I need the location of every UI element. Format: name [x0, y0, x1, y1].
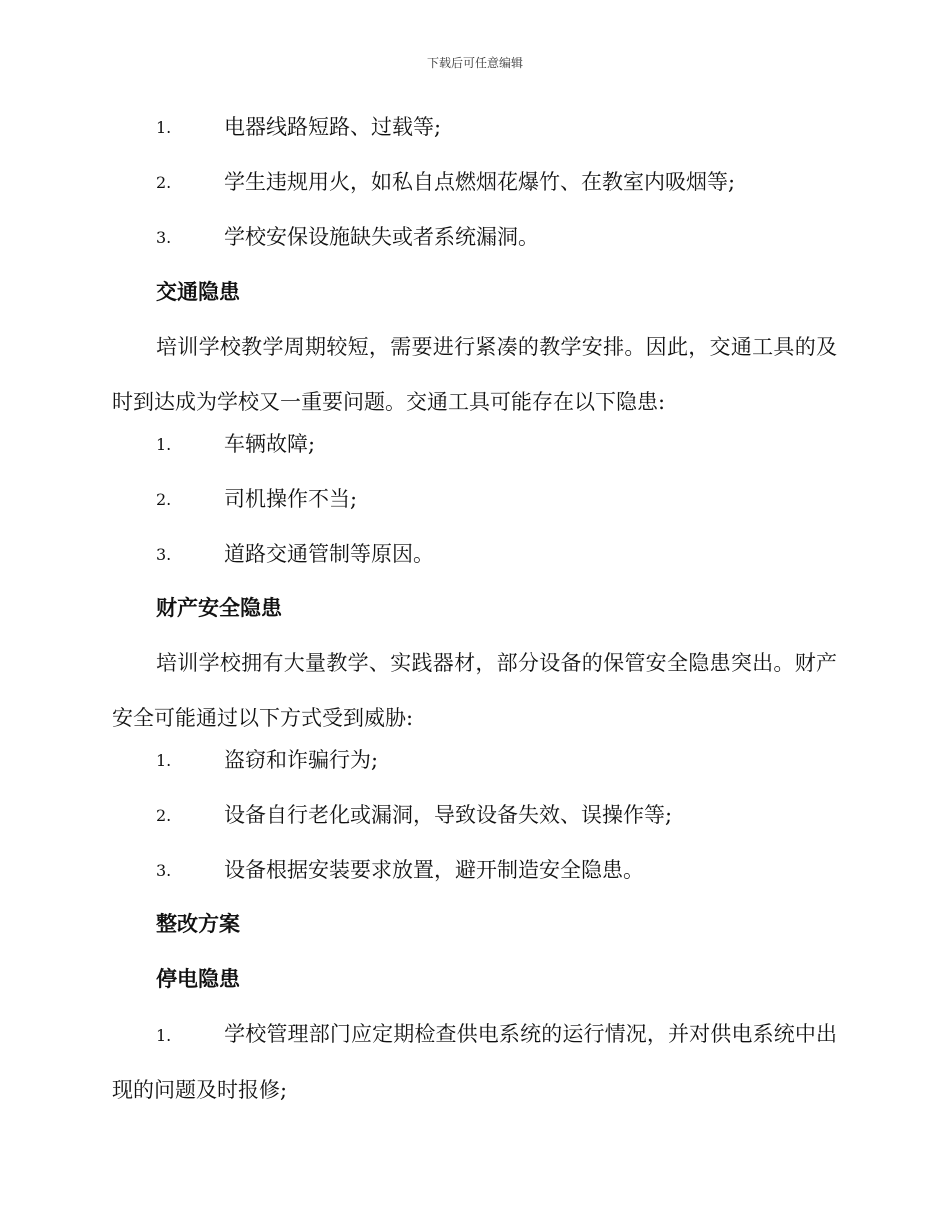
list-number: 1. [156, 435, 172, 454]
list-item: 学校安保设施缺失或者系统漏洞。 [224, 225, 539, 249]
section-heading-property: 财产安全隐患 [156, 596, 282, 620]
page-header: 下载后可任意编辑 [426, 56, 523, 70]
paragraph-property: 培训学校拥有大量教学、实践器材，部分设备的保管安全隐患突出。财产安全可能通过以下方式受到威胁: [112, 651, 837, 730]
list-item: 盗窃和诈骗行为; [224, 748, 379, 772]
list-item: 道路交通管制等原因。 [224, 542, 434, 566]
list-number: 3. [156, 861, 172, 880]
list-item-rectification [112, 1007, 837, 1118]
list-number: 3. [156, 228, 172, 247]
list-item: 设备根据安装要求放置，避开制造安全隐患。 [224, 858, 644, 882]
list-item: 设备自行老化或漏洞，导致设备失效、误操作等; [224, 803, 673, 827]
list-item-text: 学校管理部门应定期检查供电系统的运行情况，并对供电系统中出现的问题及时报修; [112, 1022, 837, 1102]
list-item: 电器线路短路、过载等; [224, 115, 442, 139]
section-heading-rectification: 整改方案 [156, 912, 240, 936]
section-heading-traffic: 交通隐患 [156, 280, 240, 304]
list-number: 2. [156, 173, 172, 192]
list-item: 司机操作不当; [224, 487, 358, 511]
paragraph-traffic: 培训学校教学周期较短，需要进行紧凑的教学安排。因此，交通工具的及时到达成为学校又一重要问题。交通工具可能存在以下隐患: [112, 335, 837, 414]
list-number: 1. [156, 118, 172, 137]
list-number: 1. [156, 1026, 172, 1045]
list-number: 1. [156, 751, 172, 770]
sub-heading-power-outage: 停电隐患 [156, 967, 240, 991]
list-number: 3. [156, 545, 172, 564]
list-item: 学生违规用火，如私自点燃烟花爆竹、在教室内吸烟等; [224, 170, 736, 194]
list-item: 车辆故障; [224, 432, 316, 456]
list-number: 2. [156, 490, 172, 509]
list-number: 2. [156, 806, 172, 825]
